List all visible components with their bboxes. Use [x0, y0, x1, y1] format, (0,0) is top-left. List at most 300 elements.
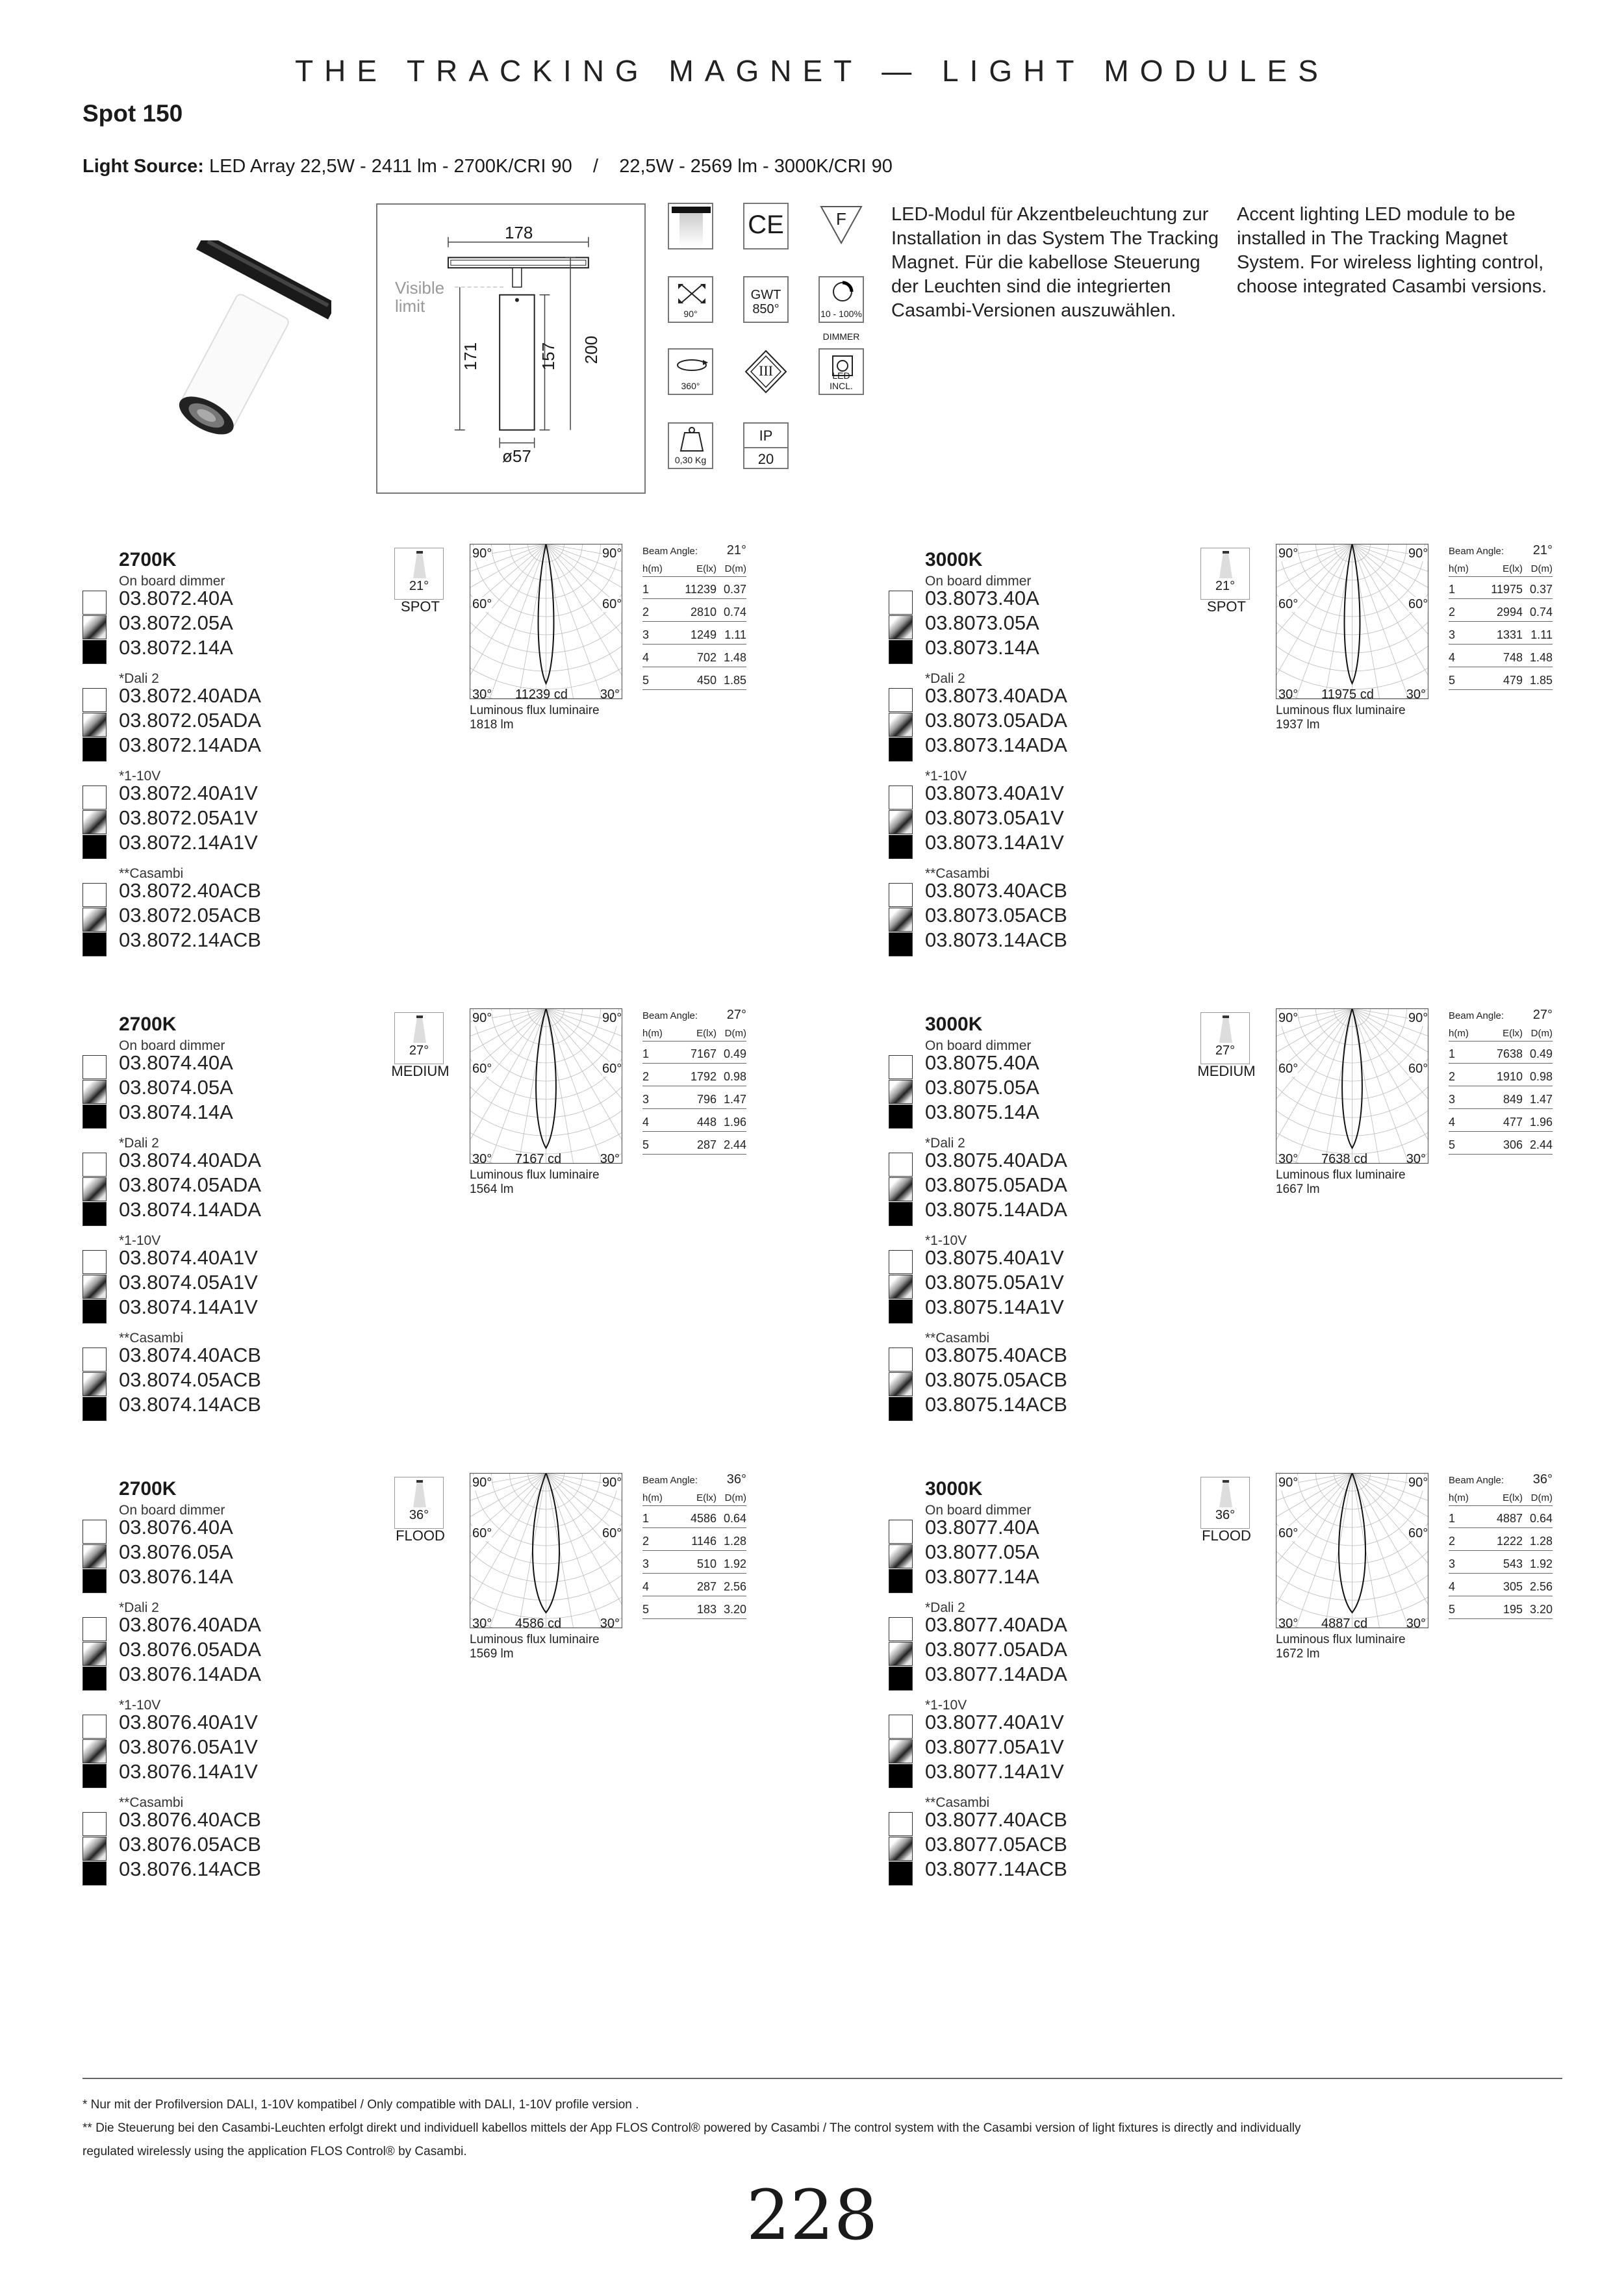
color-temperature: 3000K: [925, 1014, 983, 1035]
table-row: 1 7167 0.49: [642, 1041, 746, 1064]
finish-swatch: [82, 1739, 107, 1763]
polar-label-30-left: 30°: [472, 1616, 492, 1631]
description-de: LED-Modul für Akzentbeleuchtung zur Installation in das System The Tracking Magnet. Für die kabellose Steuerung der Leuchten sind die integrierten Casambi-Versionen auszuwählen.: [891, 204, 1219, 321]
article-code: 03.8075.14ACB: [925, 1393, 1067, 1416]
dim-width: 178: [505, 223, 533, 242]
table-row: 2 1146 1.28: [642, 1529, 746, 1551]
article-code: 03.8076.05ADA: [119, 1638, 261, 1661]
article-code: 03.8073.14A: [925, 636, 1039, 659]
polar-max-intensity: 7167 cd: [515, 1152, 562, 1166]
polar-max-intensity: 4887 cd: [1321, 1616, 1368, 1631]
article-code: 03.8072.40A1V: [119, 782, 258, 804]
article-code: 03.8075.14A: [925, 1101, 1039, 1123]
product-block: [82, 1472, 888, 1933]
article-code: 03.8077.05A1V: [925, 1735, 1064, 1758]
beam-degree: 27°: [409, 1043, 429, 1058]
finish-swatch: [82, 1569, 107, 1593]
product-block: [889, 1472, 1624, 1933]
article-code: 03.8075.40A1V: [925, 1246, 1064, 1269]
product-photo: [149, 240, 331, 461]
control-type-label: **Casambi: [119, 1795, 184, 1810]
polar-label-30-left: 30°: [1278, 1152, 1299, 1166]
article-code: 03.8072.05A: [119, 611, 233, 634]
page-header: THE TRACKING MAGNET — LIGHT MODULES: [295, 54, 1329, 88]
beam-type-label: MEDIUM: [391, 1063, 450, 1079]
spot-light-icon: [668, 203, 713, 249]
luminous-flux: Luminous flux luminaire 1818 lm: [470, 704, 600, 732]
finish-swatch: [889, 1372, 913, 1396]
table-header-row: h(m) E(lx) D(m): [1449, 1487, 1553, 1506]
beam-angle-title: 36° Beam Angle:: [642, 1472, 746, 1487]
product-block: [889, 543, 1624, 1004]
table-row: 1 11239 0.37: [642, 577, 746, 599]
description-en: Accent lighting LED module to be installed in The Tracking Magnet System. For wireless lighting control, choose integrated Casambi versions.: [1237, 204, 1547, 297]
polar-label-60-right: 60°: [602, 597, 622, 611]
article-code: 03.8072.14A1V: [119, 831, 258, 854]
beam-angle-value: 21°: [1532, 543, 1553, 557]
article-code: 03.8073.05A1V: [925, 806, 1064, 829]
table-row: 4 702 1.48: [642, 645, 746, 667]
table-row: 2 1910 0.98: [1449, 1064, 1553, 1086]
article-code: 03.8077.40A: [925, 1516, 1039, 1539]
finish-swatch: [889, 1275, 913, 1299]
beam-degree: 36°: [1215, 1508, 1236, 1522]
finish-swatch: [889, 1617, 913, 1641]
finish-swatch: [82, 908, 107, 932]
weight-icon: 0,30 Kg: [668, 422, 713, 469]
finish-swatch: [889, 1764, 913, 1788]
beam-angle-value: 27°: [726, 1008, 746, 1022]
article-code: 03.8072.05A1V: [119, 806, 258, 829]
finish-swatch: [889, 1055, 913, 1079]
polar-max-intensity: 11975 cd: [1321, 687, 1374, 702]
article-code: 03.8077.05ADA: [925, 1638, 1067, 1661]
finish-swatch: [82, 1299, 107, 1323]
control-type-label: *Dali 2: [925, 1136, 965, 1151]
polar-diagram: [470, 544, 622, 700]
polar-label-90-right: 90°: [1408, 546, 1428, 561]
article-code: 03.8073.14ACB: [925, 928, 1067, 951]
table-header-row: h(m) E(lx) D(m): [1449, 1022, 1553, 1041]
led-incl-icon: LED INCL.: [818, 348, 864, 395]
beam-angle-value: 36°: [1532, 1472, 1553, 1487]
finish-swatch: [82, 1177, 107, 1201]
article-code: 03.8074.40A: [119, 1051, 233, 1074]
article-code: 03.8073.05ACB: [925, 904, 1067, 926]
finish-swatch: [889, 1812, 913, 1836]
table-row: 4 448 1.96: [642, 1110, 746, 1132]
article-code: 03.8075.40A: [925, 1051, 1039, 1074]
beam-degree: 36°: [409, 1508, 429, 1522]
article-code: 03.8073.05A: [925, 611, 1039, 634]
beam-type-label: FLOOD: [1202, 1527, 1251, 1544]
polar-label-90-left: 90°: [1278, 1476, 1299, 1490]
control-type-label: *1-10V: [119, 1233, 161, 1248]
article-code: 03.8072.40A: [119, 587, 233, 609]
article-code: 03.8077.40A1V: [925, 1711, 1064, 1733]
polar-label-90-left: 90°: [472, 546, 492, 561]
article-code: 03.8075.05A1V: [925, 1271, 1064, 1294]
polar-diagram: [470, 1473, 622, 1629]
dim-visible-limit: Visible limit: [395, 278, 445, 316]
control-type-label: *1-10V: [925, 1233, 967, 1248]
finish-swatch: [889, 737, 913, 761]
beam-type-label: SPOT: [401, 598, 440, 615]
article-code: 03.8074.05ACB: [119, 1368, 261, 1391]
finish-swatch: [82, 1080, 107, 1104]
luminous-flux: Luminous flux luminaire 1569 lm: [470, 1633, 600, 1661]
model-title: Spot 150: [82, 100, 183, 127]
finish-swatch: [82, 1520, 107, 1544]
control-type-label: On board dimmer: [119, 574, 225, 589]
polar-label-90-right: 90°: [1408, 1011, 1428, 1025]
dim-height-200: 200: [581, 335, 602, 364]
polar-label-30-right: 30°: [600, 1616, 620, 1631]
beam-degree: 21°: [409, 579, 429, 593]
article-code: 03.8073.40A: [925, 587, 1039, 609]
color-temperature: 2700K: [119, 1014, 177, 1035]
beam-angle-title: 21° Beam Angle:: [642, 543, 746, 557]
finish-swatch: [82, 786, 107, 810]
table-row: 1 11975 0.37: [1449, 577, 1553, 599]
table-row: 4 287 2.56: [642, 1574, 746, 1596]
beam-angle-title: 21° Beam Angle:: [1449, 543, 1553, 557]
table-header-row: h(m) E(lx) D(m): [1449, 557, 1553, 577]
polar-label-60-right: 60°: [602, 1526, 622, 1540]
finish-swatch: [889, 1080, 913, 1104]
table-row: 4 748 1.48: [1449, 645, 1553, 667]
control-type-label: On board dimmer: [925, 574, 1032, 589]
dimmer-label: DIMMER: [822, 331, 860, 342]
finish-swatch: [82, 1348, 107, 1372]
polar-label-90-right: 90°: [602, 546, 622, 561]
finish-swatch: [889, 1397, 913, 1421]
table-row: 2 1222 1.28: [1449, 1529, 1553, 1551]
polar-label-60-right: 60°: [1408, 597, 1428, 611]
polar-diagram: [1276, 1008, 1428, 1164]
polar-label-60-left: 60°: [472, 597, 492, 611]
beam-angle-title: 27° Beam Angle:: [642, 1008, 746, 1022]
table-row: 5 306 2.44: [1449, 1132, 1553, 1155]
finish-swatch: [82, 1861, 107, 1885]
table-row: 5 183 3.20: [642, 1597, 746, 1619]
finish-swatch: [889, 1250, 913, 1274]
table-row: 3 796 1.47: [642, 1087, 746, 1109]
finish-swatch: [889, 1861, 913, 1885]
footnote-1: * Nur mit der Profilversion DALI, 1-10V kompatibel / Only compatible with DALI, 1-10V profile version .: [82, 2098, 639, 2112]
control-type-label: **Casambi: [119, 866, 184, 881]
beam-angle-title: 36° Beam Angle:: [1449, 1472, 1553, 1487]
color-temperature: 3000K: [925, 1478, 983, 1500]
polar-label-30-right: 30°: [1406, 1616, 1426, 1631]
finish-swatch: [889, 713, 913, 737]
article-code: 03.8076.14A1V: [119, 1760, 258, 1783]
table-header-row: h(m) E(lx) D(m): [642, 1022, 746, 1041]
dim-height-171: 171: [461, 342, 481, 371]
finish-swatch: [889, 786, 913, 810]
control-type-label: **Casambi: [925, 1331, 990, 1346]
finish-swatch: [889, 835, 913, 859]
polar-label-60-left: 60°: [1278, 1062, 1299, 1076]
polar-max-intensity: 4586 cd: [515, 1616, 562, 1631]
article-code: 03.8072.14ACB: [119, 928, 261, 951]
article-code: 03.8077.14ACB: [925, 1858, 1067, 1880]
beam-angle-value: 27°: [1532, 1008, 1553, 1022]
article-code: 03.8072.14ADA: [119, 734, 261, 756]
control-type-label: **Casambi: [925, 866, 990, 881]
class-iii-icon: III: [743, 348, 789, 395]
finish-swatch: [82, 1055, 107, 1079]
ip-rating-icon: IP 20: [743, 422, 789, 469]
polar-label-60-right: 60°: [1408, 1062, 1428, 1076]
article-code: 03.8074.05A: [119, 1076, 233, 1099]
finish-swatch: [889, 1202, 913, 1226]
polar-label-60-left: 60°: [472, 1062, 492, 1076]
article-code: 03.8072.05ADA: [119, 709, 261, 732]
polar-label-90-left: 90°: [1278, 546, 1299, 561]
article-code: 03.8073.05ADA: [925, 709, 1067, 732]
article-code: 03.8073.40ACB: [925, 879, 1067, 902]
control-type-label: On board dimmer: [925, 1038, 1032, 1053]
beam-angle-title: 27° Beam Angle:: [1449, 1008, 1553, 1022]
polar-max-intensity: 11239 cd: [515, 687, 568, 702]
luminous-flux: Luminous flux luminaire 1672 lm: [1276, 1633, 1406, 1661]
table-row: 2 1792 0.98: [642, 1064, 746, 1086]
dimension-drawing: [376, 203, 646, 494]
rotation-icon: 360°: [668, 348, 713, 395]
control-type-label: On board dimmer: [119, 1503, 225, 1518]
polar-label-90-left: 90°: [472, 1011, 492, 1025]
finish-swatch: [889, 1153, 913, 1177]
article-code: 03.8075.40ACB: [925, 1344, 1067, 1366]
color-temperature: 3000K: [925, 549, 983, 570]
article-code: 03.8075.05ADA: [925, 1173, 1067, 1196]
gwt-icon: GWT 850°: [743, 276, 789, 323]
finish-swatch: [82, 640, 107, 664]
finish-swatch: [82, 1372, 107, 1396]
polar-label-30-left: 30°: [472, 687, 492, 702]
page-number: 228: [746, 2175, 878, 2255]
finish-swatch: [889, 1520, 913, 1544]
control-type-label: *1-10V: [119, 1698, 161, 1713]
beam-type-label: MEDIUM: [1197, 1063, 1256, 1079]
table-row: 4 477 1.96: [1449, 1110, 1553, 1132]
polar-max-intensity: 7638 cd: [1321, 1152, 1368, 1166]
beam-angle-value: 21°: [726, 543, 746, 557]
finish-swatch: [82, 1544, 107, 1568]
footnote-2: ** Die Steuerung bei den Casambi-Leuchten erfolgt direkt und individuell kabellos mittels der App FLOS Control® powered by Casambi / The control system with the Casambi version of light fixtures is directly and individually: [82, 2121, 1301, 2135]
finish-swatch: [889, 1105, 913, 1129]
control-type-label: *Dali 2: [119, 1600, 159, 1615]
article-code: 03.8076.05A: [119, 1540, 233, 1563]
light-source-text: LED Array 22,5W - 2411 lm - 2700K/CRI 90 / 22,5W - 2569 lm - 3000K/CRI 90: [203, 156, 893, 177]
finish-swatch: [82, 1202, 107, 1226]
table-row: 1 4887 0.64: [1449, 1506, 1553, 1528]
polar-label-90-right: 90°: [602, 1476, 622, 1490]
table-row: 3 510 1.92: [642, 1552, 746, 1574]
luminous-flux: Luminous flux luminaire 1667 lm: [1276, 1168, 1406, 1196]
polar-label-60-right: 60°: [1408, 1526, 1428, 1540]
table-row: 3 543 1.92: [1449, 1552, 1553, 1574]
article-code: 03.8076.40ADA: [119, 1613, 261, 1636]
polar-label-30-right: 30°: [600, 1152, 620, 1166]
control-type-label: *1-10V: [925, 769, 967, 784]
control-type-label: *1-10V: [925, 1698, 967, 1713]
article-code: 03.8077.40ACB: [925, 1808, 1067, 1831]
table-row: 3 849 1.47: [1449, 1087, 1553, 1109]
table-row: 2 2810 0.74: [642, 600, 746, 622]
dimmer-icon: 10 - 100%: [818, 276, 864, 323]
polar-label-90-right: 90°: [1408, 1476, 1428, 1490]
article-code: 03.8077.40ADA: [925, 1613, 1067, 1636]
finish-swatch: [82, 1105, 107, 1129]
control-type-label: *1-10V: [119, 769, 161, 784]
finish-swatch: [889, 591, 913, 615]
finish-swatch: [82, 1397, 107, 1421]
light-source-label: Light Source:: [82, 156, 204, 177]
table-row: 5 287 2.44: [642, 1132, 746, 1155]
finish-swatch: [82, 1642, 107, 1666]
polar-label-60-left: 60°: [472, 1526, 492, 1540]
article-code: 03.8076.40ACB: [119, 1808, 261, 1831]
polar-label-30-left: 30°: [1278, 1616, 1299, 1631]
beam-degree: 21°: [1215, 579, 1236, 593]
finish-swatch: [82, 1275, 107, 1299]
finish-swatch: [82, 1837, 107, 1861]
polar-diagram: [1276, 544, 1428, 700]
control-type-label: On board dimmer: [925, 1503, 1032, 1518]
article-code: 03.8074.40ADA: [119, 1149, 261, 1171]
finish-swatch: [889, 1667, 913, 1691]
finish-swatch: [889, 1348, 913, 1372]
finish-swatch: [82, 1250, 107, 1274]
article-code: 03.8074.14ACB: [119, 1393, 261, 1416]
article-code: 03.8077.14ADA: [925, 1663, 1067, 1685]
finish-swatch: [82, 883, 107, 907]
color-temperature: 2700K: [119, 1478, 177, 1500]
finish-swatch: [889, 883, 913, 907]
finish-swatch: [82, 810, 107, 834]
polar-label-60-right: 60°: [602, 1062, 622, 1076]
polar-label-30-right: 30°: [1406, 687, 1426, 702]
finish-swatch: [889, 810, 913, 834]
finish-swatch: [889, 1715, 913, 1739]
polar-diagram: [470, 1008, 622, 1164]
polar-label-90-left: 90°: [1278, 1011, 1299, 1025]
dim-height-157: 157: [539, 342, 559, 371]
finish-swatch: [889, 688, 913, 712]
finish-swatch: [889, 1569, 913, 1593]
finish-swatch: [82, 1617, 107, 1641]
article-code: 03.8076.40A1V: [119, 1711, 258, 1733]
light-source: [82, 156, 893, 177]
table-header-row: h(m) E(lx) D(m): [642, 1487, 746, 1506]
table-row: 4 305 2.56: [1449, 1574, 1553, 1596]
finish-swatch: [82, 615, 107, 639]
tilt-icon: 90°: [668, 276, 713, 323]
finish-swatch: [82, 1812, 107, 1836]
polar-label-30-left: 30°: [472, 1152, 492, 1166]
finish-swatch: [889, 1739, 913, 1763]
luminous-flux: Luminous flux luminaire 1564 lm: [470, 1168, 600, 1196]
table-header-row: h(m) E(lx) D(m): [642, 557, 746, 577]
polar-label-60-left: 60°: [1278, 597, 1299, 611]
article-code: 03.8076.14ACB: [119, 1858, 261, 1880]
article-code: 03.8077.05A: [925, 1540, 1039, 1563]
polar-label-30-right: 30°: [1406, 1152, 1426, 1166]
article-code: 03.8076.40A: [119, 1516, 233, 1539]
table-row: 5 450 1.85: [642, 668, 746, 690]
article-code: 03.8073.40A1V: [925, 782, 1064, 804]
article-code: 03.8072.05ACB: [119, 904, 261, 926]
finish-swatch: [889, 932, 913, 956]
finish-swatch: [889, 1544, 913, 1568]
control-type-label: *Dali 2: [119, 671, 159, 686]
table-row: 1 4586 0.64: [642, 1506, 746, 1528]
article-code: 03.8075.40ADA: [925, 1149, 1067, 1171]
footnote-divider: [82, 2078, 1562, 2079]
table-row: 3 1331 1.11: [1449, 622, 1553, 645]
finish-swatch: [82, 1715, 107, 1739]
article-code: 03.8076.14ADA: [119, 1663, 261, 1685]
finish-swatch: [889, 615, 913, 639]
beam-degree: 27°: [1215, 1043, 1236, 1058]
table-row: 3 1249 1.11: [642, 622, 746, 645]
article-code: 03.8077.05ACB: [925, 1833, 1067, 1856]
article-code: 03.8074.05A1V: [119, 1271, 258, 1294]
finish-swatch: [82, 835, 107, 859]
article-code: 03.8073.40ADA: [925, 684, 1067, 707]
finish-swatch: [82, 688, 107, 712]
polar-label-30-right: 30°: [600, 687, 620, 702]
table-row: 5 479 1.85: [1449, 668, 1553, 690]
control-type-label: *Dali 2: [119, 1136, 159, 1151]
finish-swatch: [889, 1177, 913, 1201]
polar-label-30-left: 30°: [1278, 687, 1299, 702]
finish-swatch: [82, 1764, 107, 1788]
finish-swatch: [889, 1642, 913, 1666]
polar-label-90-right: 90°: [602, 1011, 622, 1025]
article-code: 03.8075.05A: [925, 1076, 1039, 1099]
finish-swatch: [82, 737, 107, 761]
beam-type-label: SPOT: [1207, 598, 1246, 615]
finish-swatch: [82, 713, 107, 737]
article-code: 03.8072.14A: [119, 636, 233, 659]
control-type-label: *Dali 2: [925, 671, 965, 686]
article-code: 03.8073.14A1V: [925, 831, 1064, 854]
footnote-3: regulated wirelessly using the application FLOS Control® by Casambi.: [82, 2145, 467, 2158]
beam-type-label: FLOOD: [396, 1527, 445, 1544]
color-temperature: 2700K: [119, 549, 177, 570]
table-row: 5 195 3.20: [1449, 1597, 1553, 1619]
f-mark-icon: F: [818, 203, 864, 249]
table-row: 2 2994 0.74: [1449, 600, 1553, 622]
product-block: [889, 1008, 1624, 1468]
article-code: 03.8075.14ADA: [925, 1198, 1067, 1221]
product-block: [82, 1008, 888, 1468]
control-type-label: *Dali 2: [925, 1600, 965, 1615]
article-code: 03.8076.14A: [119, 1565, 233, 1588]
ce-mark-icon: CE: [743, 203, 789, 249]
finish-swatch: [889, 1299, 913, 1323]
polar-label-90-left: 90°: [472, 1476, 492, 1490]
finish-swatch: [889, 908, 913, 932]
finish-swatch: [889, 640, 913, 664]
article-code: 03.8076.05A1V: [119, 1735, 258, 1758]
article-code: 03.8075.05ACB: [925, 1368, 1067, 1391]
control-type-label: **Casambi: [119, 1331, 184, 1346]
polar-label-60-left: 60°: [1278, 1526, 1299, 1540]
